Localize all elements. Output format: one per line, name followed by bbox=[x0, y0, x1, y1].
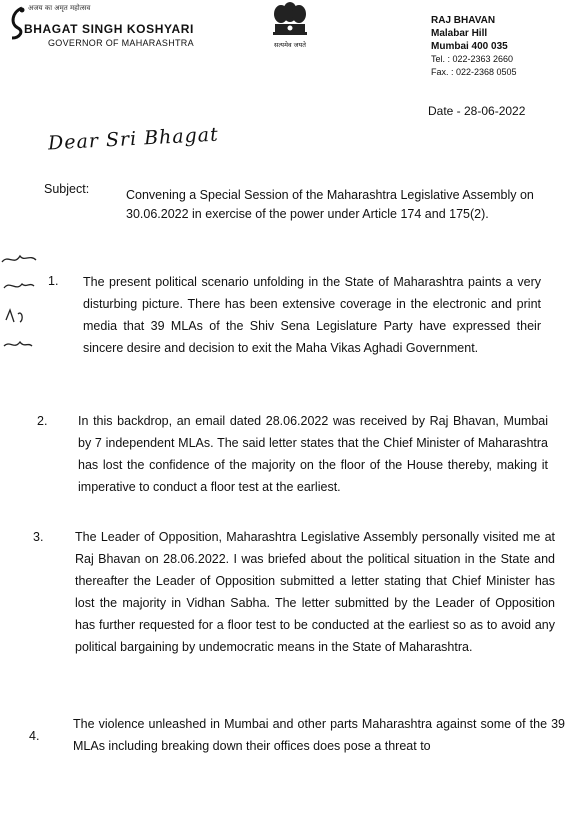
paragraph-number: 2. bbox=[37, 414, 48, 428]
address-line-3: Mumbai 400 035 bbox=[431, 41, 508, 52]
paragraph-text: The violence unleashed in Mumbai and other parts Maharashtra against some of the 39 MLAs including breaking down their offices does pose a threat to bbox=[73, 717, 565, 753]
letter-date: Date - 28-06-2022 bbox=[428, 104, 526, 118]
telephone: Tel. : 022-2363 2660 bbox=[431, 54, 514, 64]
subject-label: Subject: bbox=[44, 182, 90, 196]
handwritten-margin-note bbox=[0, 248, 42, 360]
paragraph-number: 4. bbox=[29, 729, 40, 743]
paragraph-text: In this backdrop, an email dated 28.06.2022 was received by Raj Bhavan, Mumbai by 7 independent MLAs. The said letter states that the Chief Minister of Maharashtra has lost the confidence of the majority on the floor of the House thereby, making it imperative to conduct a floor test at the earliest. bbox=[78, 414, 548, 494]
paragraph-number: 1. bbox=[48, 274, 59, 288]
fax: Fax. : 022-2368 0505 bbox=[431, 67, 517, 77]
emblem-motto: सत्यमेव जयते bbox=[274, 41, 306, 49]
letterhead-tagline: अजय का अमृत महोत्सव bbox=[28, 4, 91, 12]
paragraph-text: The Leader of Opposition, Maharashtra Legislative Assembly personally visited me at Raj Bhavan on 28.06.2022. I was briefed about the political situation in the State and thereafter the Leader of Opposition submitted a letter stating that Chief Minister has lost the majority in Vidhan Sabha. The letter submitted by the Leader of Opposition has further requested for a floor test to be conducted at the earliest so as to avoid any political bargaining by undemocratic means in the State of Maharashtra. bbox=[75, 530, 555, 654]
handwritten-salutation: Dear Sri Bhagat bbox=[47, 123, 220, 155]
governor-name: BHAGAT SINGH KOSHYARI bbox=[24, 22, 194, 36]
state-emblem-icon bbox=[265, 0, 315, 40]
address-line-1: RAJ BHAVAN bbox=[431, 15, 496, 26]
paragraph-text: The present political scenario unfolding in the State of Maharashtra paints a very disturbing picture. There has been extensive coverage in the electronic and print media that 39 MLAs of the Shiv Sena Legislature Party have expressed their sincere desire and decision to exit the Maha Vikas Aghadi Government. bbox=[83, 275, 541, 355]
paragraph-number: 3. bbox=[33, 530, 44, 544]
governor-designation: GOVERNOR OF MAHARASHTRA bbox=[48, 38, 194, 48]
address-block bbox=[431, 14, 517, 79]
subject-text: Convening a Special Session of the Maharashtra Legislative Assembly on 30.06.2022 in exercise of the power under Article 174 and 175(2). bbox=[126, 188, 534, 221]
address-line-2: Malabar Hill bbox=[431, 28, 488, 39]
